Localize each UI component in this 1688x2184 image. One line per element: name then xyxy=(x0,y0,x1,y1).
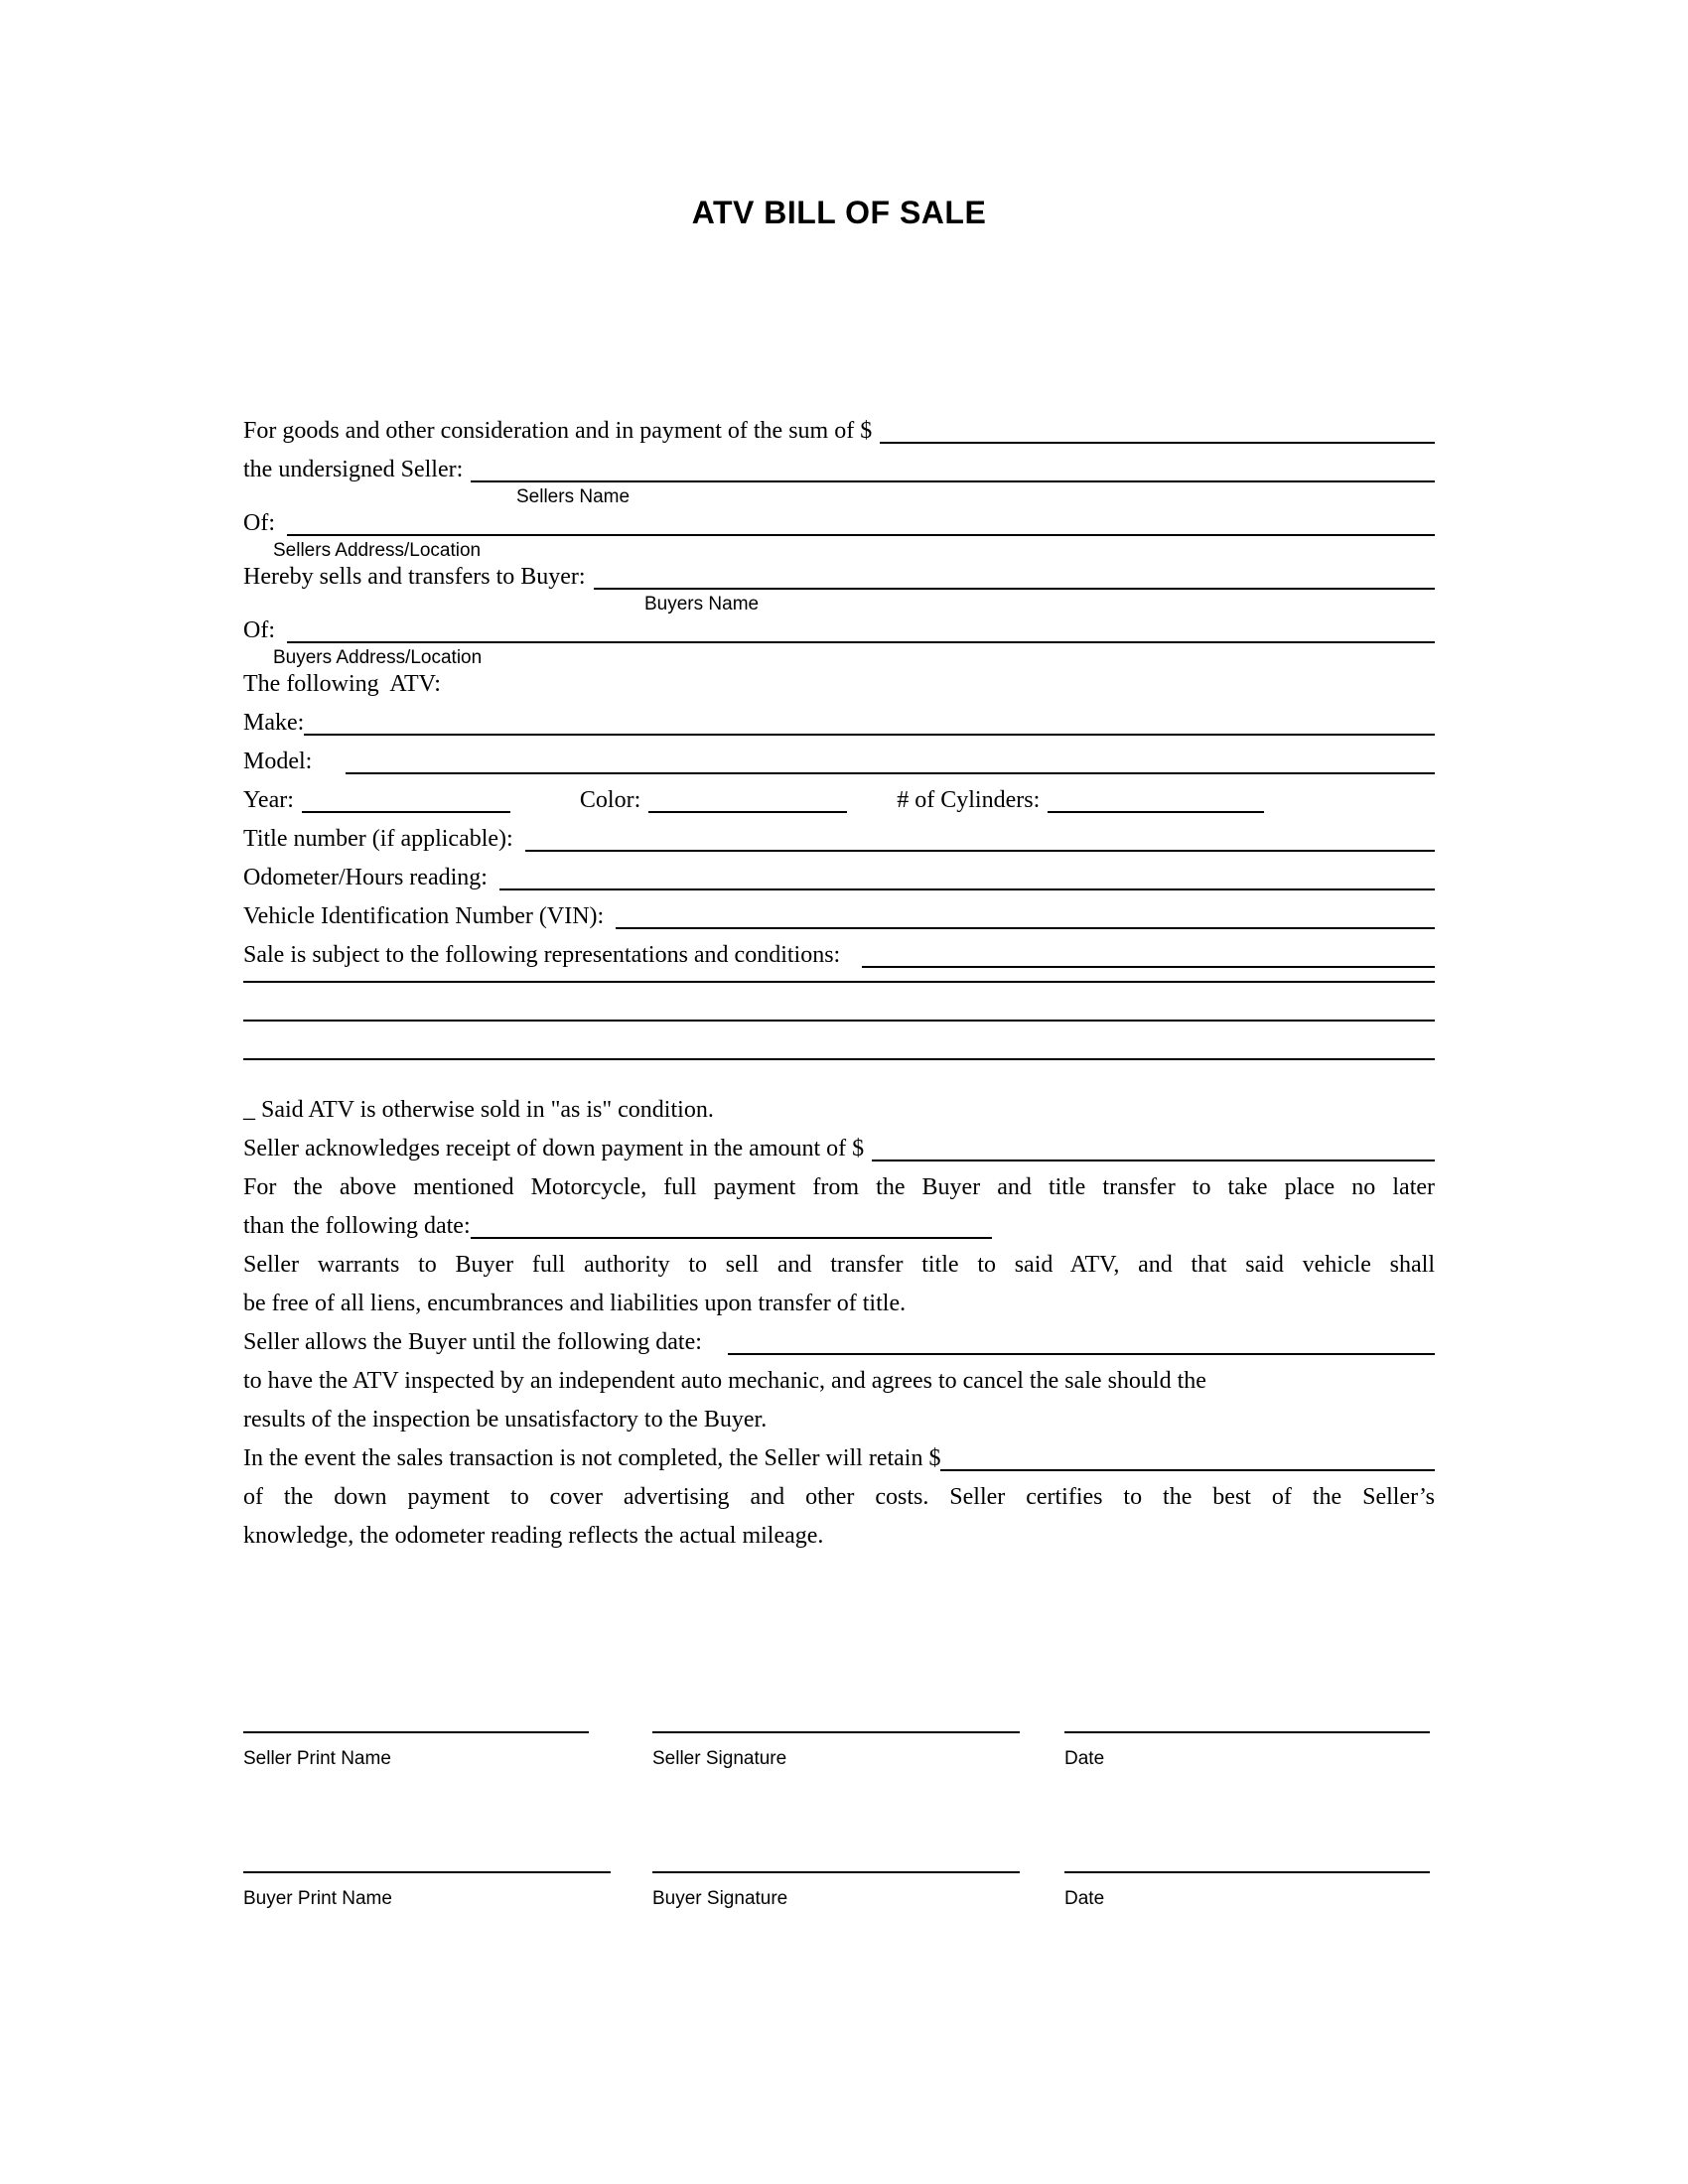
model-line xyxy=(243,743,1435,781)
buyers-address-caption: Buyers Address/Location xyxy=(273,647,483,668)
payment-date-blank-line xyxy=(471,1237,992,1239)
down-payment-line xyxy=(243,1130,1435,1168)
retain-line-3: knowledge, the odometer reading reflects the actual mileage. xyxy=(243,1523,824,1549)
warranty-line-2: be free of all liens, encumbrances and liabilities upon transfer of title. xyxy=(243,1291,907,1316)
conditions-line xyxy=(243,936,1435,975)
as-is-line xyxy=(243,1091,1435,1130)
buyer-date-line xyxy=(1064,1871,1430,1873)
model-blank-line xyxy=(346,772,1435,774)
seller-date-field xyxy=(1064,1731,1430,1769)
seller-signature-field xyxy=(652,1731,1020,1769)
cylinders-blank-line xyxy=(1048,811,1264,813)
inspection-date-text: Seller allows the Buyer until the following date: xyxy=(243,1329,702,1355)
seller-date-line xyxy=(1064,1731,1430,1733)
seller-signature-row xyxy=(243,1731,1435,1821)
make-line xyxy=(243,704,1435,743)
seller-signature-label: Seller Signature xyxy=(652,1748,787,1769)
seller-name-blank-line xyxy=(471,480,1435,482)
model-text: Model: xyxy=(243,749,313,774)
buyer-date-field xyxy=(1064,1871,1430,1909)
buyer-signature-label: Buyer Signature xyxy=(652,1888,788,1909)
as-is-text: _ Said ATV is otherwise sold in "as is" condition. xyxy=(243,1097,714,1123)
odometer-line xyxy=(243,859,1435,897)
seller-print-name-field xyxy=(243,1731,589,1769)
buyer-date-label: Date xyxy=(1064,1888,1105,1909)
retain-line xyxy=(243,1439,1435,1478)
conditions-text: Sale is subject to the following representations and conditions: xyxy=(243,942,841,968)
sum-line xyxy=(243,412,1435,451)
year-blank-line xyxy=(302,811,510,813)
seller-print-name-line xyxy=(243,1731,589,1733)
year-text: Year: xyxy=(243,787,294,813)
buyer-signature-field xyxy=(652,1871,1020,1909)
down-payment-text: Seller acknowledges receipt of down payment in the amount of $ xyxy=(243,1136,865,1161)
form-body xyxy=(243,412,1435,1556)
seller-print-name-label: Seller Print Name xyxy=(243,1748,391,1769)
make-blank-line xyxy=(304,734,1435,736)
sum-blank-line xyxy=(880,442,1435,444)
sellers-name-caption: Sellers Name xyxy=(516,486,631,507)
conditions-blank-line-1 xyxy=(243,981,1435,983)
following-atv-text: The following ATV: xyxy=(243,671,441,697)
conditions-blank-row-1 xyxy=(243,975,1435,1014)
conditions-blank-line-3 xyxy=(243,1058,1435,1060)
vin-line xyxy=(243,897,1435,936)
sum-text: For goods and other consideration and in payment of the sum of $ xyxy=(243,418,873,444)
retain-blank-line xyxy=(940,1469,1435,1471)
seller-name-text: the undersigned Seller: xyxy=(243,457,464,482)
buyers-name-caption: Buyers Name xyxy=(644,594,760,614)
retain-text: In the event the sales transaction is not completed, the Seller will retain $ xyxy=(243,1445,941,1471)
title-number-blank-line xyxy=(525,850,1435,852)
conditions-blank-line-2 xyxy=(243,1020,1435,1022)
buyer-signature-line xyxy=(652,1871,1020,1873)
vin-blank-line xyxy=(616,927,1435,929)
buyer-signature-row xyxy=(243,1871,1435,1961)
page-title: ATV BILL OF SALE xyxy=(691,195,987,230)
inspection-date-blank-line xyxy=(728,1353,1435,1355)
buyer-name-text: Hereby sells and transfers to Buyer: xyxy=(243,564,586,590)
conditions-blank-row-2 xyxy=(243,1014,1435,1052)
title-number-line xyxy=(243,820,1435,859)
odometer-text: Odometer/Hours reading: xyxy=(243,865,488,890)
inspection-line-1: to have the ATV inspected by an independent auto mechanic, and agrees to cancel the sale should the xyxy=(243,1368,1206,1394)
conditions-blank-row-3 xyxy=(243,1052,1435,1091)
seller-signature-line xyxy=(652,1731,1020,1733)
buyer-print-name-line xyxy=(243,1871,611,1873)
odometer-blank-line xyxy=(499,888,1435,890)
buyer-address-blank-line xyxy=(287,641,1435,643)
vin-text: Vehicle Identification Number (VIN): xyxy=(243,903,605,929)
color-text: Color: xyxy=(579,787,641,813)
cylinders-text: # of Cylinders: xyxy=(897,787,1041,813)
buyer-print-name-label: Buyer Print Name xyxy=(243,1888,392,1909)
full-payment-line: For the above mentioned Motorcycle, full payment from the Buyer and title transfer to take place no later xyxy=(243,1174,1435,1200)
seller-address-blank-line xyxy=(287,534,1435,536)
payment-date-text: than the following date: xyxy=(243,1213,471,1239)
payment-date-line xyxy=(243,1207,1435,1246)
warranty-line-1: Seller warrants to Buyer full authority to sell and transfer title to said ATV, and that said vehicle shall xyxy=(243,1252,1435,1278)
inspection-date-line xyxy=(243,1323,1435,1362)
sellers-address-caption: Sellers Address/Location xyxy=(273,540,482,561)
buyer-print-name-field xyxy=(243,1871,611,1909)
year-color-cylinders-line xyxy=(243,781,1435,820)
inspection-line-2: results of the inspection be unsatisfactory to the Buyer. xyxy=(243,1407,768,1433)
seller-address-of-text: Of: xyxy=(243,510,275,536)
retain-line-2: of the down payment to cover advertising and other costs. Seller certifies to the best of the Seller’s xyxy=(243,1484,1435,1510)
following-atv-line xyxy=(243,665,1435,704)
conditions-blank-line xyxy=(862,966,1435,968)
title-number-text: Title number (if applicable): xyxy=(243,826,513,852)
buyer-address-of-text: Of: xyxy=(243,617,275,643)
make-text: Make: xyxy=(243,710,305,736)
seller-date-label: Date xyxy=(1064,1748,1105,1769)
buyer-name-blank-line xyxy=(594,588,1435,590)
down-payment-blank-line xyxy=(872,1160,1435,1161)
color-blank-line xyxy=(648,811,847,813)
